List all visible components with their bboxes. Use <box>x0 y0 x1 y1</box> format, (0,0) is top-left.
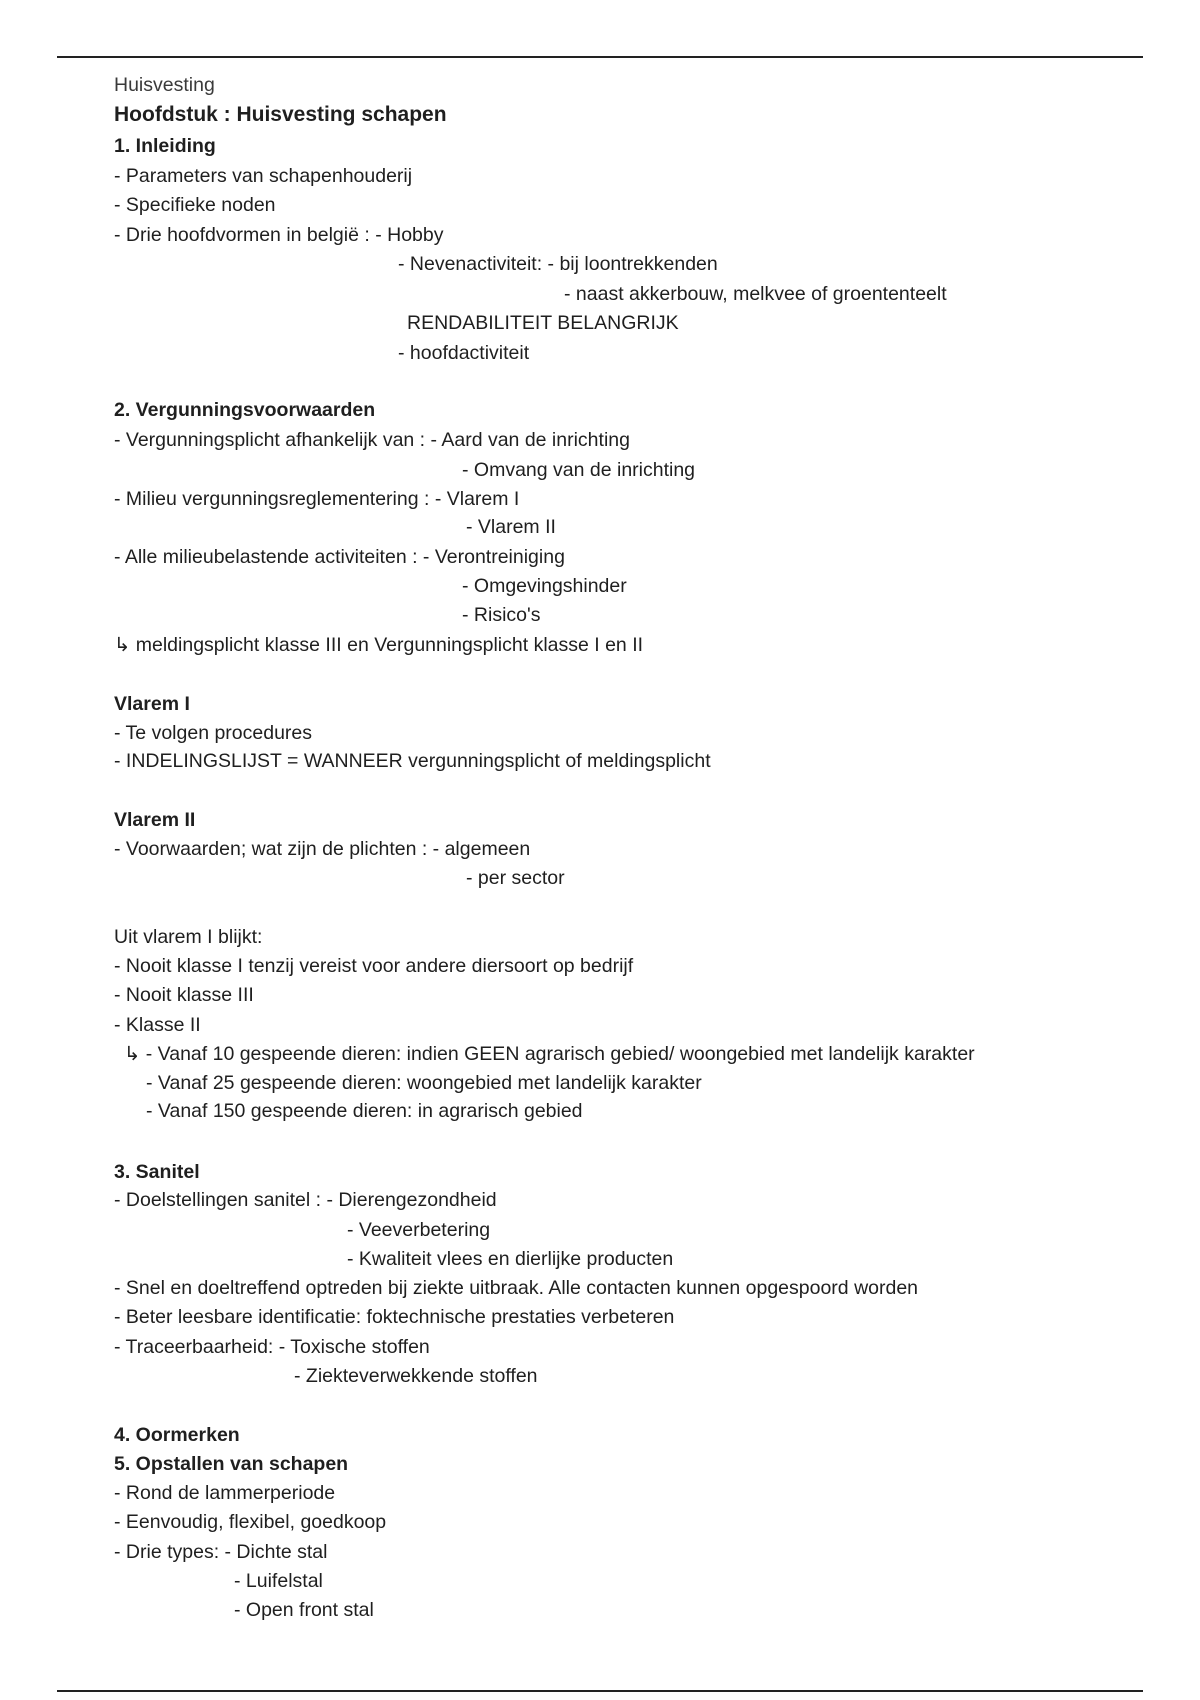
list-item: - Doelstellingen sanitel : - Dierengezondheid <box>114 1189 497 1211</box>
list-item: - Vlarem II <box>466 516 556 538</box>
list-item: - Risico's <box>462 604 541 626</box>
list-item: - naast akkerbouw, melkvee of groententeelt <box>564 283 947 305</box>
section-heading-opstallen: 5. Opstallen van schapen <box>114 1453 349 1475</box>
list-item: - Vergunningsplicht afhankelijk van : - Aard van de inrichting <box>114 429 630 451</box>
list-item: - Omvang van de inrichting <box>462 459 696 481</box>
section-heading-vergunning: 2. Vergunningsvoorwaarden <box>114 399 376 421</box>
list-item: - Nevenactiviteit: - bij loontrekkenden <box>398 253 718 275</box>
list-item: - Ziekteverwekkende stoffen <box>294 1365 538 1387</box>
list-item: - Nooit klasse III <box>114 984 254 1006</box>
list-item: - Alle milieubelastende activiteiten : - Verontreiniging <box>114 546 565 568</box>
list-item: ↳ - Vanaf 10 gespeende dieren: indien GEEN agrarisch gebied/ woongebied met landelijk karakter <box>124 1043 975 1065</box>
top-divider <box>57 56 1143 58</box>
list-item: - Eenvoudig, flexibel, goedkoop <box>114 1511 387 1533</box>
section-heading-oormerken: 4. Oormerken <box>114 1424 240 1446</box>
list-item: - Milieu vergunningsreglementering : - Vlarem I <box>114 488 520 510</box>
list-item: - Drie types: - Dichte stal <box>114 1541 328 1563</box>
list-item: - Snel en doeltreffend optreden bij ziekte uitbraak. Alle contacten kunnen opgespoord worden <box>114 1277 919 1299</box>
list-item: - per sector <box>466 867 565 889</box>
list-item: - Nooit klasse I tenzij vereist voor andere diersoort op bedrijf <box>114 955 634 977</box>
list-item: - Specifieke noden <box>114 194 276 216</box>
list-item: - Te volgen procedures <box>114 722 313 744</box>
bottom-divider <box>57 1690 1143 1692</box>
list-item: - Beter leesbare identificatie: foktechnische prestaties verbeteren <box>114 1306 675 1328</box>
list-item: - Voorwaarden; wat zijn de plichten : - algemeen <box>114 838 531 860</box>
list-item: - Open front stal <box>234 1599 374 1621</box>
list-item: - hoofdactiviteit <box>398 342 530 364</box>
paragraph-intro: Uit vlarem I blijkt: <box>114 926 263 948</box>
section-heading-sanitel: 3. Sanitel <box>114 1161 200 1183</box>
section-heading-vlarem-2: Vlarem II <box>114 809 196 831</box>
page-title: Hoofdstuk : Huisvesting schapen <box>114 103 447 126</box>
list-item: - Drie hoofdvormen in belgië : - Hobby <box>114 224 444 246</box>
list-item: - Klasse II <box>114 1014 201 1036</box>
list-item: - Traceerbaarheid: - Toxische stoffen <box>114 1336 430 1358</box>
list-item: - INDELINGSLIJST = WANNEER vergunningsplicht of meldingsplicht <box>114 750 711 772</box>
list-item: ↳ meldingsplicht klasse III en Vergunningsplicht klasse I en II <box>114 634 644 656</box>
list-item: - Vanaf 25 gespeende dieren: woongebied met landelijk karakter <box>146 1072 702 1094</box>
list-item: - Parameters van schapenhouderij <box>114 165 413 187</box>
list-item: - Veeverbetering <box>347 1219 491 1241</box>
list-item: - Kwaliteit vlees en dierlijke producten <box>347 1248 674 1270</box>
list-item: - Omgevingshinder <box>462 575 627 597</box>
list-item: RENDABILITEIT BELANGRIJK <box>407 312 679 334</box>
list-item: - Vanaf 150 gespeende dieren: in agrarisch gebied <box>146 1100 583 1122</box>
list-item: - Rond de lammerperiode <box>114 1482 336 1504</box>
section-heading-vlarem-1: Vlarem I <box>114 693 190 715</box>
list-item: - Luifelstal <box>234 1570 323 1592</box>
page-header: Huisvesting <box>114 74 215 96</box>
section-heading-inleiding: 1. Inleiding <box>114 135 216 157</box>
